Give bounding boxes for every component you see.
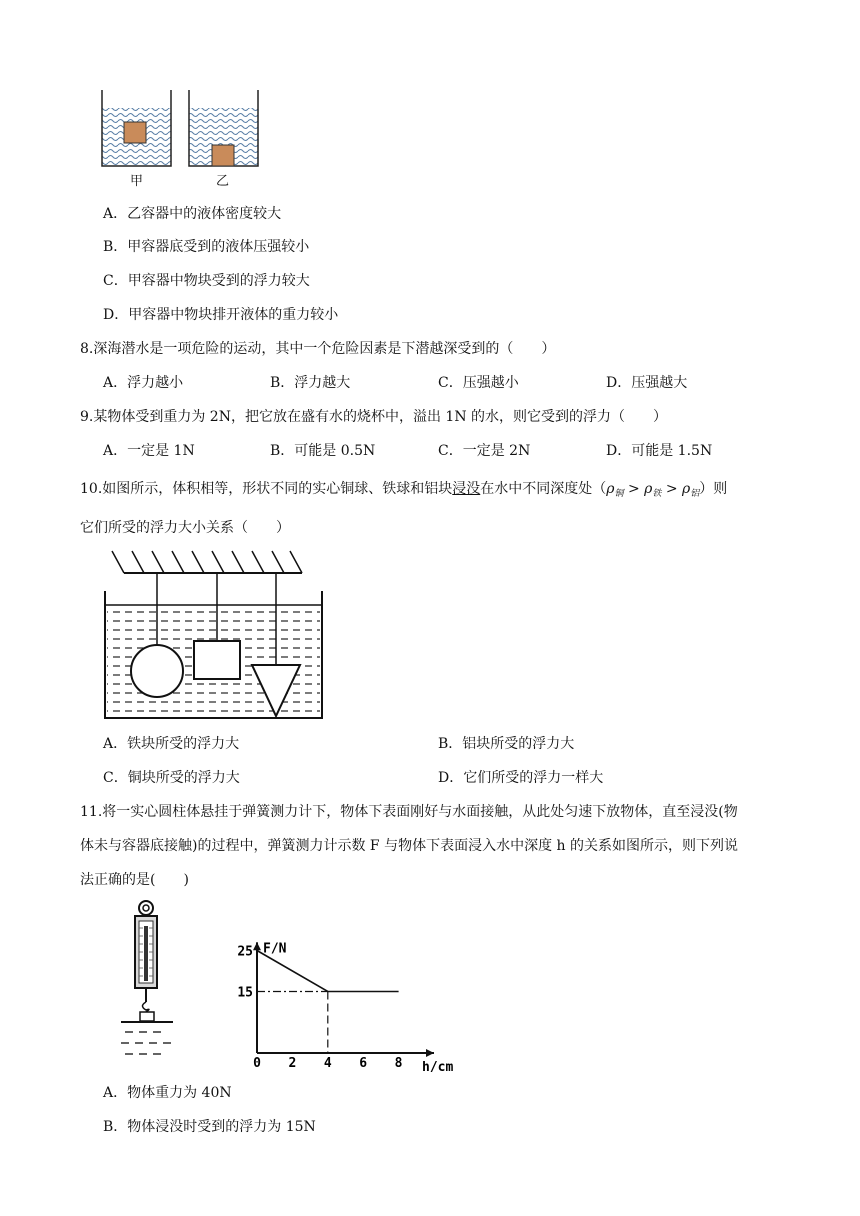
q11-stem-line3: 法正确的是( ) [80, 872, 189, 888]
rho-symbol: ρ [682, 481, 691, 497]
q9-option-b[interactable]: B．可能是 0.5N [270, 443, 376, 459]
q11-option-a[interactable]: A．物体重力为 40N [103, 1085, 232, 1101]
chart-marks [257, 951, 399, 1054]
label-yi: 乙 [216, 174, 230, 189]
rho-symbol: ρ [606, 481, 615, 497]
x-axis-label: h/cm [422, 1060, 454, 1075]
q8-option-b[interactable]: B．浮力越大 [270, 375, 351, 391]
x-tick-label: 2 [288, 1056, 297, 1071]
spring-scale-figure [115, 898, 185, 1063]
q10-stem-part-b: 在水中不同深度处（ [480, 481, 607, 497]
q10-stem-underlined: 浸没 [452, 481, 481, 497]
q9-option-c[interactable]: C．一定是 2N [438, 443, 531, 459]
container-jia [102, 90, 171, 166]
x-tick-label: 4 [323, 1056, 332, 1071]
iron-block [194, 641, 240, 679]
q9-option-a[interactable]: A．一定是 1N [103, 443, 195, 459]
y-tick-label: 15 [237, 985, 253, 1001]
cylinder-object [140, 1012, 154, 1021]
q11-stem-line2: 体未与容器底接触)的过程中，弹簧测力计示数 F 与物体下表面浸入水中深度 h 的关系如图所示，则下列说 [80, 838, 738, 854]
q10-option-d[interactable]: D．它们所受的浮力一样大 [438, 770, 604, 786]
series-line [257, 951, 399, 992]
q8-option-c[interactable]: C．压强越小 [438, 375, 519, 391]
block-jia [124, 122, 146, 143]
container-yi [189, 90, 258, 166]
force-depth-chart [220, 915, 470, 1075]
x-tick-label: 8 [394, 1056, 403, 1071]
q9-stem: 9.某物体受到重力为 2N，把它放在盛有水的烧杯中，溢出 1N 的水，则它受到的浮力（ ） [80, 409, 668, 425]
y-tick-label: 25 [237, 944, 253, 960]
rho-sub-cu: 铜 [614, 489, 624, 499]
gt-symbol: > [665, 481, 678, 497]
q10-option-a[interactable]: A．铁块所受的浮力大 [103, 736, 240, 752]
q8-stem: 8.深海潜水是一项危险的运动，其中一个危险因素是下潜越深受到的（ ） [80, 341, 556, 357]
rho-symbol: ρ [644, 481, 653, 497]
q7-option-a[interactable]: A．乙容器中的液体密度较大 [103, 206, 282, 222]
x-axis-arrow [426, 1049, 434, 1057]
q11-option-b[interactable]: B．物体浸没时受到的浮力为 15N [103, 1119, 316, 1135]
q10-stem-part-c: ）则 [699, 481, 728, 497]
q8-option-d[interactable]: D．压强越大 [606, 375, 688, 391]
q11-stem-line1: 11.将一实心圆柱体悬挂于弹簧测力计下，物体下表面刚好与水面接触，从此处匀速下放物体，直至浸没(物 [80, 804, 738, 820]
q7-option-c[interactable]: C．甲容器中物块受到的浮力较大 [103, 273, 310, 289]
q10-stem-line1 [80, 478, 727, 499]
hanging-objects-figure [100, 545, 325, 725]
q7-option-b[interactable]: B．甲容器底受到的液体压强较小 [103, 239, 310, 255]
chart-axes [237, 941, 453, 1075]
q10-stem-part-a: 10.如图所示，体积相等，形状不同的实心铜球、铁球和铝块 [80, 481, 453, 497]
copper-ball [131, 645, 183, 697]
block-yi [212, 145, 234, 166]
y-axis-label: F/N [263, 941, 287, 957]
x-tick-label: 6 [359, 1056, 368, 1071]
rho-sub-al: 铝 [690, 489, 700, 499]
q10-stem-line2: 它们所受的浮力大小关系（ ） [80, 520, 290, 536]
label-jia: 甲 [130, 174, 144, 189]
gt-symbol: > [627, 481, 640, 497]
rho-sub-fe: 铁 [652, 489, 662, 499]
containers-figure [98, 88, 258, 188]
q9-option-d[interactable]: D．可能是 1.5N [606, 443, 713, 459]
q8-option-a[interactable]: A．浮力越小 [103, 375, 184, 391]
x-tick-label: 0 [253, 1056, 261, 1071]
y-axis-arrow [253, 942, 261, 950]
q10-option-b[interactable]: B．铝块所受的浮力大 [438, 736, 575, 752]
q7-option-d[interactable]: D．甲容器中物块排开液体的重力较小 [103, 307, 339, 323]
q10-option-c[interactable]: C．铜块所受的浮力大 [103, 770, 240, 786]
